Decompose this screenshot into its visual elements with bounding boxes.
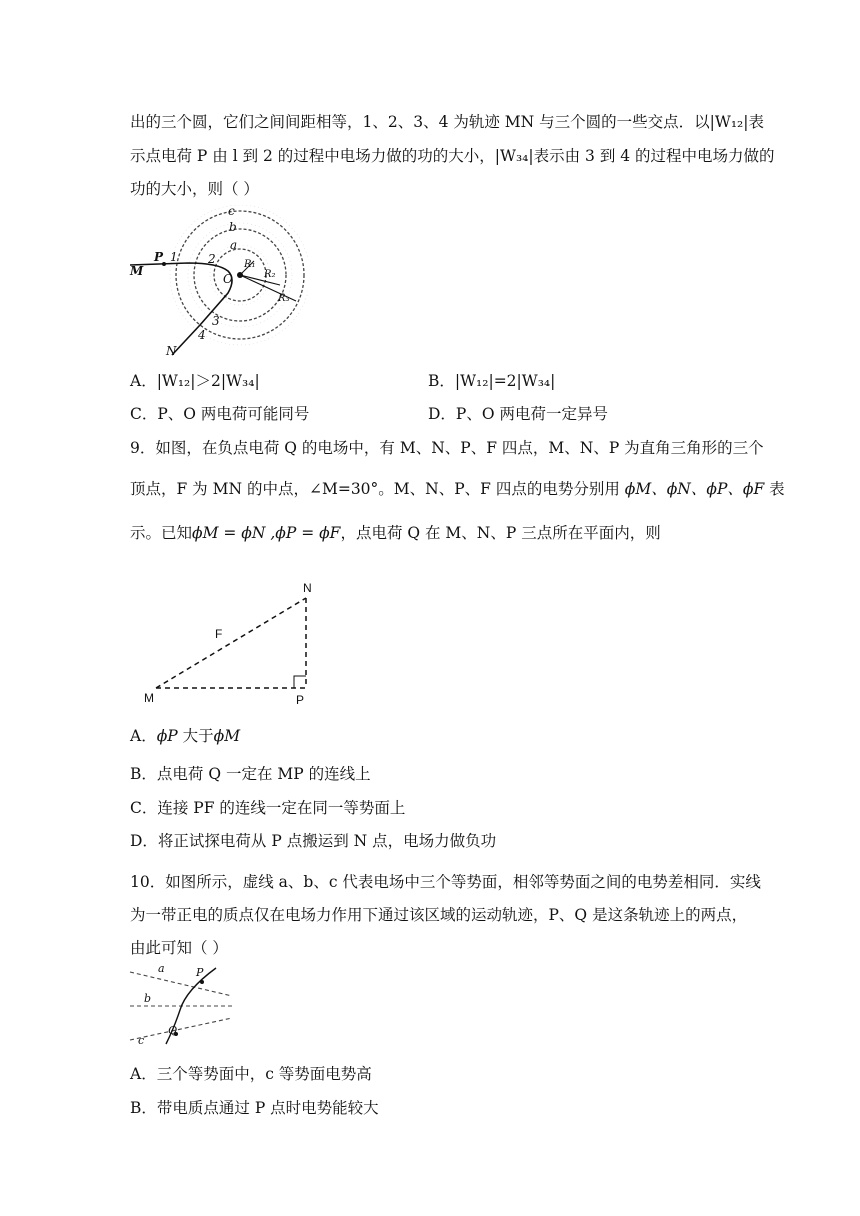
q9-phi-list: ϕM、ϕN、ϕP、ϕF <box>624 480 765 498</box>
q8-label-M: M <box>130 264 144 278</box>
q8-label-b: b <box>229 220 237 234</box>
q9-option-a-label: A． <box>130 727 157 745</box>
q8-label-a: a <box>230 238 238 252</box>
q8-concentric-circles-figure <box>128 205 308 360</box>
q10-label-Q: Q <box>168 1024 178 1037</box>
q10-option-a: A．三个等势面中，c 等势面电势高 <box>130 1065 372 1083</box>
q9-label-M: M <box>144 691 154 705</box>
q8-stem-line-1: 出的三个圆，它们之间间距相等，1、2、3、4 为轨迹 MN 与三个圆的一些交点．以|W₁₂|表 <box>130 113 764 131</box>
q10-equipotential-figure <box>128 960 236 1048</box>
q8-option-d: D．P、O 两电荷一定异号 <box>428 405 608 423</box>
q9-stem-line-3-text: 示。已知 <box>130 524 193 542</box>
q9-known-condition: ϕM = ϕN ,ϕP = ϕF <box>192 524 341 542</box>
phi-n: ϕN <box>666 480 691 498</box>
q9-stem-line-3-tail: ，点电荷 Q 在 M、N、P 三点所在平面内，则 <box>340 524 661 542</box>
q9-label-F: F <box>215 627 223 641</box>
q9-option-a-phi-m: ϕM <box>213 727 241 745</box>
q9-option-b: B．点电荷 Q 一定在 MP 的连线上 <box>130 765 371 783</box>
q8-label-R1: R₁ <box>244 259 256 270</box>
q10-label-c: c <box>138 1034 145 1047</box>
q9-stem-line-3 <box>130 522 661 544</box>
q9-option-c: C．连接 PF 的连线一定在同一等势面上 <box>130 799 406 817</box>
q9-right-triangle-figure <box>140 578 330 708</box>
q10-stem-line-3: 由此可知（ ） <box>130 939 228 957</box>
q10-stem-line-2: 为一带正电的质点仅在电场力作用下通过该区域的运动轨迹，P、Q 是这条轨迹上的两点， <box>130 906 748 924</box>
q9-label-N: N <box>303 581 312 595</box>
q8-label-1: 1 <box>170 250 178 264</box>
q9-stem-line-2-text: 顶点，F 为 MN 的中点，∠M=30°。M、N、P、F 四点的电势分别用 <box>130 480 620 498</box>
q8-label-4: 4 <box>198 328 206 342</box>
q8-label-R3: R₃ <box>278 293 290 304</box>
q9-stem-line-1: 9．如图，在负点电荷 Q 的电场中，有 M、N、P、F 四点，M、N、P 为直角三角形的三个 <box>130 439 764 457</box>
q8-option-a: A．|W₁₂|＞2|W₃₄| <box>130 372 260 390</box>
q8-label-O: O <box>223 272 233 286</box>
q9-option-d: D．将正试探电荷从 P 点搬运到 N 点，电场力做负功 <box>130 832 497 850</box>
q8-label-N: N <box>166 344 177 358</box>
q9-option-a-phi-p: ϕP <box>156 727 178 745</box>
q8-label-2: 2 <box>208 252 216 266</box>
q10-stem-line-1: 10．如图所示，虚线 a、b、c 代表电场中三个等势面，相邻等势面之间的电势差相同．实线 <box>130 873 761 891</box>
phi-p: ϕP <box>706 480 728 498</box>
q8-label-R2: R₂ <box>264 269 276 280</box>
q10-label-P: P <box>196 966 204 979</box>
phi-m: ϕM <box>624 480 652 498</box>
q10-label-a: a <box>158 962 165 975</box>
q10-label-b: b <box>144 992 152 1005</box>
q9-option-a <box>130 725 240 747</box>
q10-option-b: B．带电质点通过 P 点时电势能较大 <box>130 1099 379 1117</box>
q9-label-P: P <box>296 693 305 707</box>
q8-stem-line-2: 示点电荷 P 由 l 到 2 的过程中电场力做的功的大小，|W₃₄|表示由 3 到 4 的过程中电场力做的 <box>130 147 775 165</box>
q9-option-a-text: 大于 <box>182 727 214 745</box>
q8-label-3: 3 <box>212 314 220 328</box>
q8-label-c: c <box>228 205 235 218</box>
q8-stem-line-3: 功的大小，则（ ） <box>130 180 259 198</box>
q8-option-c: C．P、O 两电荷可能同号 <box>130 405 310 423</box>
q9-stem-line-2 <box>130 478 785 500</box>
q8-option-b: B．|W₁₂|=2|W₃₄| <box>428 372 556 390</box>
q8-label-P: P <box>154 250 164 264</box>
phi-f: ϕF <box>742 480 765 498</box>
q9-stem-line-2-tail: 表 <box>769 480 785 498</box>
